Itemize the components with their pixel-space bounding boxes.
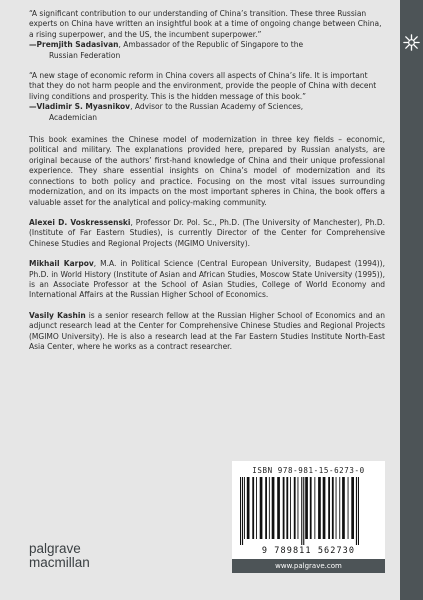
publisher-website: www.palgrave.com	[232, 559, 385, 573]
quote-role-continued: Academician	[49, 112, 98, 122]
quote-role: , Ambassador of the Republic of Singapore to the	[118, 40, 304, 50]
barcode-digits: 9 789811 562730	[261, 546, 356, 556]
publisher-name-line1: palgrave	[29, 541, 81, 556]
book-description: This book examines the Chinese model of modernization in three key fields – economic, political and military. The explanations provided here, prepared by Russian analysts, are original because of the authors’ first-hand knowledge of China and their unique professional experience. They share essential insights on China’s model of modernization and its connections to both policy and practice. Focusing on the most vital issues surrounding modernization, and on its impacts on the most important spheres in China, the book offers a valuable asset for the analytical and policy-making community.	[29, 135, 385, 207]
barcode-icon	[238, 477, 379, 545]
author-bio-text: , Professor Dr. Pol. Sc., Ph.D. (The University of Manchester), Ph.D. (Institute of Far Eastern Studies), is currently Director of the Center for Comprehensive Chinese Studies and Regional Projects (MGIMO University).	[29, 217, 385, 248]
quote-author: —Premjith Sadasivan	[29, 40, 119, 50]
back-cover-text	[29, 9, 385, 360]
author-bio-2	[29, 259, 385, 301]
quote-attribution	[29, 40, 385, 61]
endorsement-quote-2	[29, 71, 385, 123]
author-bio-text: is a senior research fellow at the Russian Higher School of Economics and an adjunct research lead at the Center for Comprehensive Chinese Studies and Regional Projects (MGIMO University). He is also a research lead at the Far Eastern Studies Institute North-East Asia Center, where he works as a contract researcher.	[29, 310, 385, 351]
barcode-panel	[232, 461, 385, 566]
author-name: Alexei D. Voskressenski	[29, 217, 131, 227]
publisher-name-line2: macmillan	[29, 555, 90, 570]
isbn-label: ISBN 978-981-15-6273-0	[252, 466, 365, 475]
quote-role-continued: Russian Federation	[49, 50, 121, 60]
quote-role: , Advisor to the Russian Academy of Sciences,	[130, 102, 304, 112]
author-name: Vasily Kashin	[29, 310, 86, 320]
author-bio-3	[29, 311, 385, 353]
quote-text: “A new stage of economic reform in China covers all aspects of China’s life. It is important that they do not harm people and the environment, provide the people of China with decent living conditions and prosperity. This is the hidden message of this book.”	[29, 71, 377, 101]
author-name: Mikhail Karpov	[29, 259, 94, 269]
publisher-logo	[29, 542, 90, 570]
palgrave-logo-icon	[402, 33, 421, 52]
quote-author: —Vladimir S. Myasnikov	[29, 102, 131, 112]
endorsement-quote-1	[29, 9, 385, 61]
quote-text: “A significant contribution to our understanding of China’s transition. These three Russian experts on China have written an insightful book at a time of ongoing change between China, a rising superpower, and the US, the incumbent superpower.”	[29, 9, 382, 39]
author-bio-text: , M.A. in Political Science (Central European University, Budapest (1994)), Ph.D. in World History (Institute of Asian and African Studies, Moscow State University (1995)), is an Associate Professor at the School of Asian Studies, College of World Economy and International Affairs at the Russian Higher School of Economics.	[29, 259, 385, 300]
spine-strip	[400, 0, 423, 600]
author-bio-1	[29, 218, 385, 249]
quote-attribution	[29, 102, 385, 123]
